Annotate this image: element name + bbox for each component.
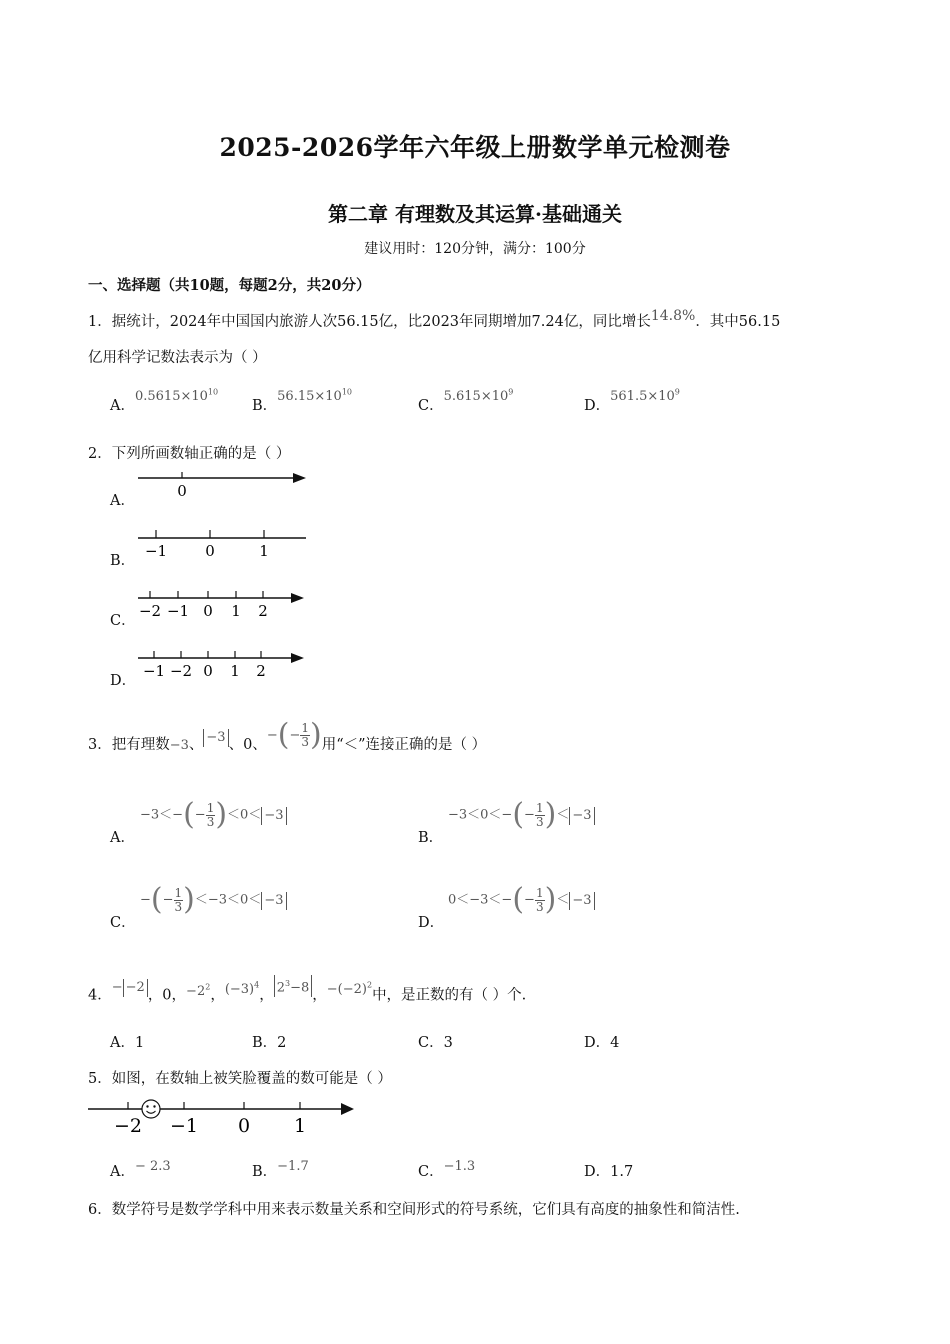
tick-label: 1 [293,1115,307,1137]
tick-label: −1 [142,662,166,680]
q4-option-a[interactable]: A．1 [110,1035,145,1051]
smiley-icon [142,1100,160,1118]
option-value: $0.5615\times 10^{10}$ [134,387,219,404]
q4-option-d[interactable]: D．4 [584,1035,620,1051]
q2-stem: 2．下列所画数轴正确的是（ ） [88,446,291,462]
q5-number-line [86,1094,366,1140]
chapter-subtitle: 第二章 有理数及其运算·基础通关 [328,202,622,226]
q3-option-c-expr: −(− $\frac{1}{3}$ )＜−3＜0＜ −3 [140,885,287,915]
tick-label: −1 [166,602,190,620]
option-value: $561.5\times 10^9$ [610,387,680,404]
q5-stem: 5．如图，在数轴上被笑脸覆盖的数可能是（ ） [88,1071,392,1087]
tick-label: −2 [169,662,193,680]
option-label: C． [418,398,444,414]
option-value: $56.15\times 10^{10}$ [277,387,352,404]
q2-number-line-b [136,528,316,564]
q5-option-c[interactable]: C．−1.3 [418,1159,476,1180]
q3-option-d-expr: 0＜−3＜−(− $\frac{1}{3}$ )＜ −3 [448,885,595,915]
option-value: $5.615\times 10^9$ [443,387,514,404]
tick-label: 0 [205,542,215,560]
q3-option-c[interactable]: C． [110,915,136,931]
q2-option-a-label[interactable]: A． [110,493,135,509]
q1-stem-line1 [88,310,780,331]
tick-label: 0 [203,602,213,620]
exam-meta: 建议用时：120分钟，满分：100分 [364,241,586,257]
q1-option-a[interactable] [110,387,219,415]
q2-number-line-a [136,466,316,502]
q5-option-a[interactable]: A．− 2.3 [110,1159,171,1180]
page-title: 2025-2026学年六年级上册数学单元检测卷 [219,133,731,162]
q2-option-c-label[interactable]: C． [110,613,136,629]
option-label: D． [584,398,611,414]
q1-text-b: ．其中56.15 [695,314,781,330]
q3-option-a[interactable]: A． [110,830,135,846]
tick-label: 2 [258,602,268,620]
tick-label: −1 [144,542,168,560]
section-heading: 一、选择题（共10题，每题2分，共20分） [88,277,371,294]
tick-label: −2 [138,602,162,620]
q2-number-line-c [136,588,316,624]
q6-stem: 6．数学符号是数学学科中用来表示数量关系和空间形式的符号系统，它们具有高度的抽象性和简洁性. [88,1202,740,1218]
q1-text-a: 1．据统计，2024年中国国内旅游人次56.15亿，比2023年同期增加7.24亿，同比增长 [88,314,651,330]
q4-option-b[interactable]: B．2 [252,1035,287,1051]
q3-option-b[interactable]: B． [418,830,444,846]
q1-percent: 14.8% [650,308,696,324]
option-label: B． [252,398,278,414]
q3-option-d[interactable]: D． [418,915,445,931]
tick-label: 2 [256,662,266,680]
q2-option-d-label[interactable]: D． [110,673,137,689]
q4-stem: 4．− −2 ，0，$-2^2$，$(-3)^4$， $2^3-8$ ，$-(-2)^2$中，是正数的有（ ）个. [88,972,526,1012]
tick-label: 1 [259,542,269,560]
q3-option-a-expr: −3＜−(− $\frac{1}{3}$ )＜0＜ −3 [140,800,287,830]
q2-option-b-label[interactable]: B． [110,553,136,569]
tick-label: 1 [231,602,241,620]
q2-number-line-d [136,648,316,684]
q1-stem-line2: 亿用科学记数法表示为（ ） [88,350,267,366]
tick-label: 0 [203,662,213,680]
q3-option-b-expr: −3＜0＜−(− $\frac{1}{3}$ )＜ −3 [448,800,595,830]
q5-option-d[interactable]: D．1.7 [584,1164,634,1180]
tick-label: −1 [169,1115,199,1137]
q1-option-b[interactable] [252,387,352,415]
q4-option-c[interactable]: C．3 [418,1035,453,1051]
tick-label: 0 [177,482,187,500]
tick-label: −2 [113,1115,143,1137]
q3-stem: 3．把有理数−3、 −3 、0、−(− $\frac{1}{3}$ )用“＜”连接正确的是（ ） [88,717,487,753]
q1-option-d[interactable] [584,387,680,415]
q5-option-b[interactable]: B．−1.7 [252,1159,309,1180]
q1-option-c[interactable] [418,387,514,415]
option-label: A． [110,398,135,414]
tick-label: 1 [230,662,240,680]
tick-label: 0 [237,1115,251,1137]
